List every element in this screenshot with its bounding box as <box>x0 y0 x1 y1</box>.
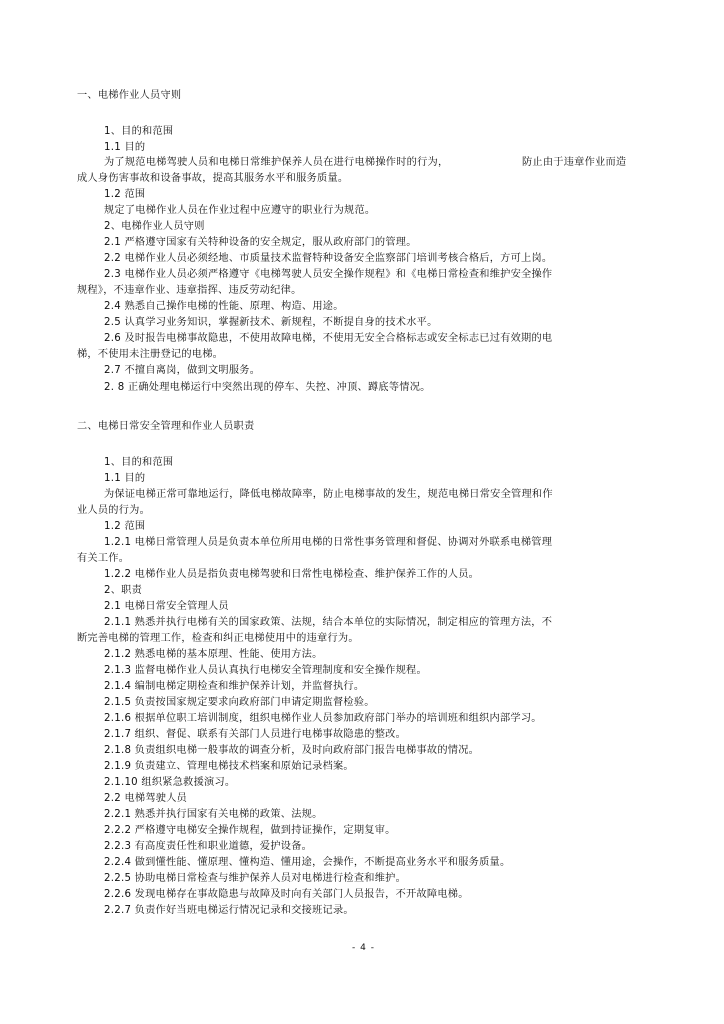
paragraph-line: 为保证电梯正常可靠地运行，降低电梯故障率，防止电梯事故的发生，规范电梯日常安全管理和作 <box>104 489 553 500</box>
paragraph-line: 2.2.6 发现电梯存在事故隐患与故障及时向有关部门人员报告，不开故障电梯。 <box>104 889 469 900</box>
section-1-heading: 1、目的和范围 <box>104 126 174 137</box>
paragraph-line: 为了规范电梯驾驶人员和电梯日常维护保养人员在进行电梯操作时的行为， <box>104 157 449 168</box>
page-number: - 4 - <box>352 943 375 953</box>
paragraph-line: 2.1.9 负责建立、管理电梯技术档案和原始记录档案。 <box>104 761 354 772</box>
paragraph-line: 2.1.5 负责按国家规定要求向政府部门申请定期监督检验。 <box>104 697 375 708</box>
paragraph-line: 2.5 认真学习业务知识，掌握新技术、新规程，不断提自身的技术水平。 <box>104 317 438 328</box>
paragraph-line: 2.1.1 熟悉并执行电梯有关的国家政策、法规，结合本单位的实际情况，制定相应的管理方法，不 <box>104 617 553 628</box>
paragraph-line: 2.1.10 组织紧急救援演习。 <box>104 777 236 788</box>
paragraph-line: 成人身伤害事故和设备事故，提高其服务水平和服务质量。 <box>77 173 349 184</box>
paragraph-line: 2.1 严格遵守国家有关特种设备的安全规定，服从政府部门的管理。 <box>104 237 417 248</box>
paragraph-line: 2. 8 正确处理电梯运行中突然出现的停车、失控、冲顶、蹲底等情况。 <box>104 382 431 393</box>
paragraph-line: 2.1.3 监督电梯作业人员认真执行电梯安全管理制度和安全操作规程。 <box>104 665 427 676</box>
paragraph-line: 2.2 电梯作业人员必须经地、市质量技术监督特种设备安全监察部门培训考核合格后，方可上岗。 <box>104 253 553 264</box>
paragraph-line: 1.2.1 电梯日常管理人员是负责本单位所用电梯的日常性事务管理和督促、协调对外联系电梯管理 <box>104 537 553 548</box>
paragraph-line: 2.3 电梯作业人员必须严格遵守《电梯驾驶人员安全操作规程》和《电梯日常检查和维护安全操作 <box>104 269 553 280</box>
paragraph-line: 断完善电梯的管理工作，检查和纠正电梯使用中的违章行为。 <box>77 633 359 644</box>
section-2-subheading: 1.2 范围 <box>104 521 146 532</box>
section-2-title: 二、电梯日常安全管理和作业人员职责 <box>77 421 255 432</box>
section-2-heading: 1、目的和范围 <box>104 457 174 468</box>
paragraph-line: 业人员的行为。 <box>77 505 151 516</box>
section-2-subheading: 2.2 电梯驾驶人员 <box>104 793 188 804</box>
paragraph-line: 有关工作。 <box>77 553 130 564</box>
paragraph-line: 2.1.8 负责组织电梯一般事故的调查分析，及时向政府部门报告电梯事故的情况。 <box>104 745 480 756</box>
paragraph-line: 规程》，不违章作业、违章指挥、违反劳动纪律。 <box>77 285 302 296</box>
paragraph-line: 梯，不使用未注册登记的电梯。 <box>77 349 224 360</box>
section-2-subheading: 2.1 电梯日常安全管理人员 <box>104 601 229 612</box>
paragraph-line: 2.2.5 协助电梯日常检查与维护保养人员对电梯进行检查和维护。 <box>104 873 407 884</box>
section-1-title: 一、电梯作业人员守则 <box>77 90 182 101</box>
section-1-subheading: 1.2 范围 <box>104 189 146 200</box>
paragraph-line: 2.1.2 熟悉电梯的基本原理、性能、使用方法。 <box>104 649 323 660</box>
section-1-heading: 2、电梯作业人员守则 <box>104 221 205 232</box>
paragraph-line: 2.2.4 做到懂性能、懂原理、懂构造、懂用途，会操作，不断提高业务水平和服务质量。 <box>104 857 511 868</box>
paragraph-line: 规定了电梯作业人员在作业过程中应遵守的职业行为规范。 <box>104 205 376 216</box>
paragraph-line: 2.4 熟悉自己操作电梯的性能、原理、构造、用途。 <box>104 301 344 312</box>
paragraph-line: 2.2.7 负责作好当班电梯运行情况记录和交接班记录。 <box>104 905 354 916</box>
paragraph-line: 防止由于违章作业而造 <box>522 157 627 168</box>
section-2-heading: 2、职责 <box>104 585 143 596</box>
paragraph-line: 2.7 不擅自离岗，做到文明服务。 <box>104 365 261 376</box>
paragraph-line: 2.1.6 根据单位职工培训制度，组织电梯作业人员参加政府部门举办的培训班和组织内部学习。 <box>104 713 542 724</box>
paragraph-line: 2.1.4 编制电梯定期检查和维护保养计划，并监督执行。 <box>104 681 365 692</box>
section-2-subheading: 1.1 目的 <box>104 473 146 484</box>
paragraph-line: 2.2.1 熟悉并执行国家有关电梯的政策、法规。 <box>104 809 323 820</box>
paragraph-line: 2.6 及时报告电梯事故隐患，不使用故障电梯，不使用无安全合格标志或安全标志已过有效期的电 <box>104 333 553 344</box>
paragraph-line: 1.2.2 电梯作业人员是指负责电梯驾驶和日常性电梯检查、维护保养工作的人员。 <box>104 569 480 580</box>
paragraph-line: 2.2.3 有高度责任性和职业道德，爱护设备。 <box>104 841 313 852</box>
paragraph-line: 2.1.7 组织、督促、联系有关部门人员进行电梯事故隐患的整改。 <box>104 729 407 740</box>
paragraph-line: 2.2.2 严格遵守电梯安全操作规程，做到持证操作，定期复审。 <box>104 825 396 836</box>
section-1-subheading: 1.1 目的 <box>104 142 146 153</box>
